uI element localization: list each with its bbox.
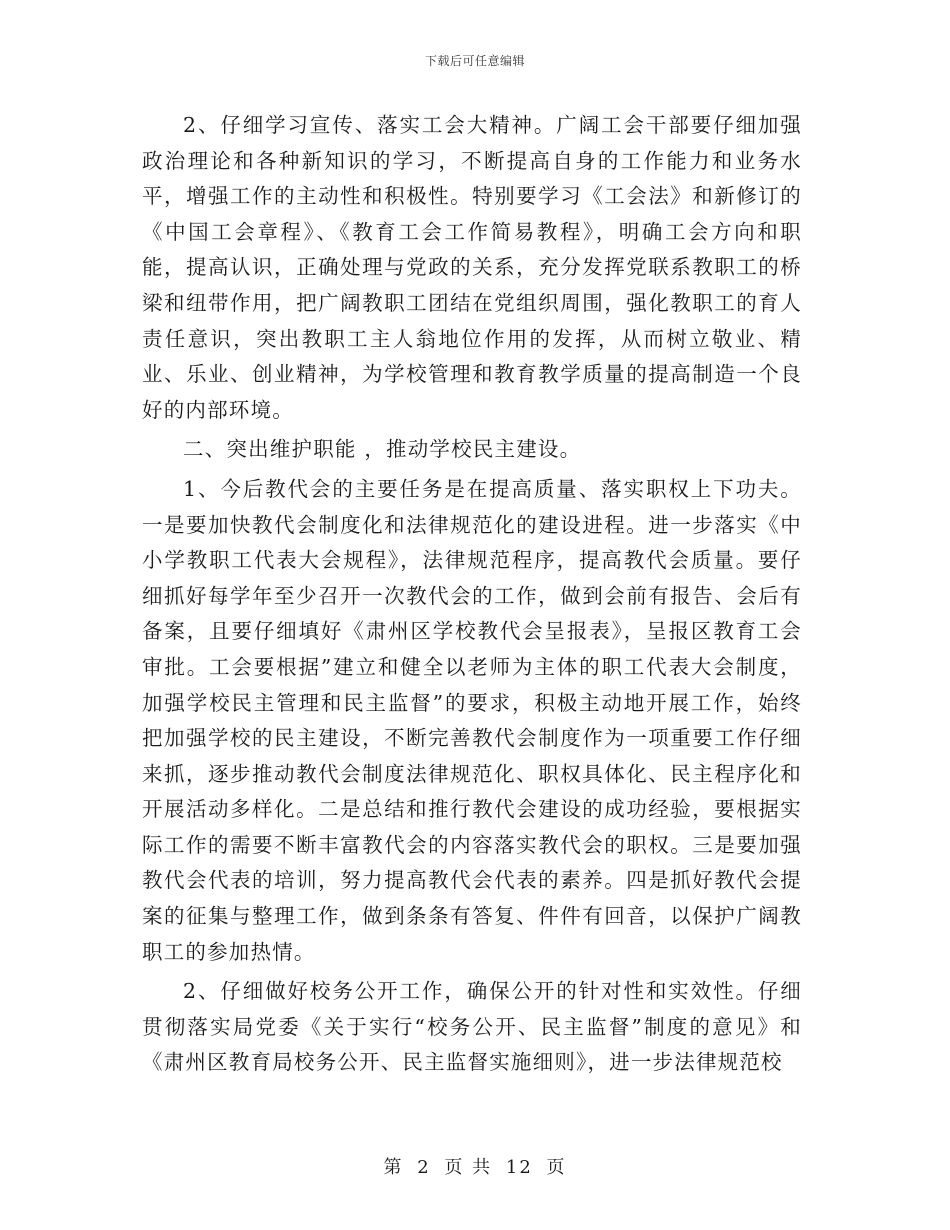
page-footer	[0, 1153, 950, 1179]
footer-current-page: 2	[417, 1157, 431, 1178]
footer-middle: 页 共	[444, 1157, 493, 1178]
paragraph-school-affairs: 2、仔细做好校务公开工作，确保公开的针对性和实效性。仔细贯彻落实局党委《关于实行“校务公开、民主监督”制度的意见》和《肃州区教育局校务公开、民主监督实施细则》，进一步法律规范校	[142, 979, 802, 1075]
header-note: 下载后可任意编辑	[424, 54, 525, 68]
footer-total-pages: 12	[505, 1157, 533, 1178]
section-heading-democracy: 二、突出维护职能 ，推动学校民主建设。	[183, 437, 582, 462]
paragraph-congress-tasks: 1、今后教代会的主要任务是在提高质量、落实职权上下功夫。一是要加快教代会制度化和法律规范化的建设进程。进一步落实《中小学教职工代表大会规程》，法律规范程序，提高教代会质量。要仔细抓好每学年至少召开一次教代会的工作，做到会前有报告、会后有备案，且要仔细填好《肃州区学校教代会呈报表》，呈报区教育工会审批。工会要根据”建立和健全以老师为主体的职工代表大会制度，加强学校民主管理和民主监督”的要求，积极主动地开展工作，始终把加强学校的民主建设，不断完善教代会制度作为一项重要工作仔细来抓，逐步推动教代会制度法律规范化、职权具体化、民主程序化和开展活动多样化。二是总结和推行教代会建设的成功经验，要根据实际工作的需要不断丰富教代会的内容落实教代会的职权。三是要加强教代会代表的培训，努力提高教代会代表的素养。四是抓好教代会提案的征集与整理工作，做到条条有答复、件件有回音，以保护广阔教职工的参加热情。	[142, 476, 802, 964]
footer-prefix: 第	[383, 1157, 404, 1178]
document-body	[142, 108, 802, 1081]
paragraph-study-spirit: 2、仔细学习宣传、落实工会大精神。广阔工会干部要仔细加强政治理论和各种新知识的学习，不断提高自身的工作能力和业务水平，增强工作的主动性和积极性。特别要学习《工会法》和新修订的《中国工会章程》、《教育工会工作简易教程》，明确工会方向和职能，提高认识，正确处理与党政的关系，充分发挥党联系教职工的桥梁和纽带作用，把广阔教职工团结在党组织周围，强化教职工的育人责任意识，突出教职工主人翁地位作用的发挥，从而树立敬业、精业、乐业、创业精神，为学校管理和教育教学质量的提高制造一个良好的内部环境。	[142, 113, 802, 422]
footer-suffix: 页	[546, 1157, 567, 1178]
